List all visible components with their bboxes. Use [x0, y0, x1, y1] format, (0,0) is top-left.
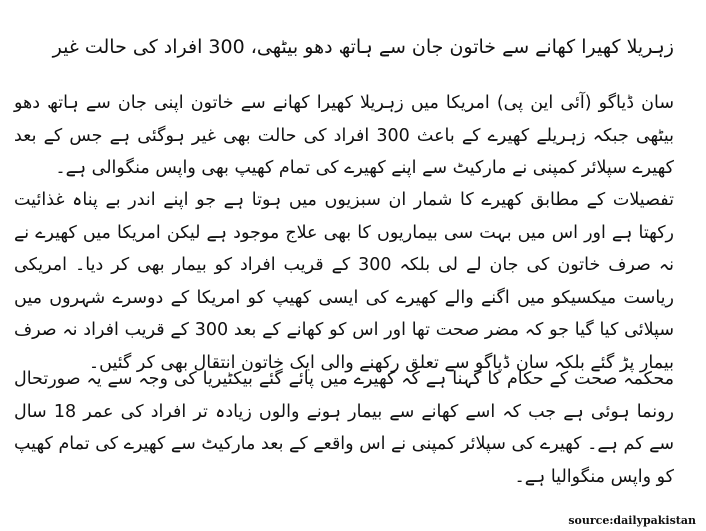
source-credit: source:dailypakistan: [568, 514, 696, 527]
article-paragraph-1: سان ڈیاگو (آئی این پی) امریکا میں زہریلا کھیرا کھانے سے خاتون اپنی جان سے ہاتھ دھو بیٹھی جبکہ زہریلے کھیرے کے باعث 300 افراد کی حالت بھی غیر ہوگئی ہے جس کے بعد کھیرے سپلائر کمپنی نے مارکیٹ سے اپنے کھیرے کی تمام کھیپ بھی واپس منگوالی ہے۔: [14, 93, 674, 178]
article-paragraph-2: تفصیلات کے مطابق کھیرے کا شمار ان سبزیوں میں ہوتا ہے جو اپنے اندر بے پناہ غذائیت رکھتا ہے اور اس میں بہت سی بیماریوں کا بھی علاج موجود ہے لیکن امریکا میں کھیرے نے نہ صرف خاتون کی جان لے لی بلکہ 300 کے قریب افراد کو بیمار بھی کر دیا۔ امریکی ریاست میکسیکو میں اگنے والے کھیرے کی ایسی کھیپ کو امریکا کے دوسرے شہروں میں سپلائی کیا گیا جو کہ مضر صحت تھا اور اس کو کھانے کے بعد 300 کے قریب افراد نہ صرف بیمار پڑ گئے بلکہ سان ڈیاگو سے تعلق رکھنے والی ایک خاتون انتقال بھی کر گئیں۔: [14, 190, 674, 373]
news-article: [10, 0, 696, 531]
article-headline: زہریلا کھیرا کھانے سے خاتون جان سے ہاتھ دھو بیٹھی، 300 افراد کی حالت غیر: [52, 36, 674, 58]
article-paragraph-3: محکمہ صحت کے حکام کا کہنا ہے کہ کھیرے میں پائے گئے بیکٹیریا کی وجہ سے یہ صورتحال رونما ہوئی ہے جب کہ اسے کھانے سے بیمار ہونے والوں زیادہ تر افراد کی عمر 18 سال سے کم ہے۔ کھیرے کی سپلائر کمپنی نے اس واقعے کے بعد مارکیٹ سے کھیرے کی تمام کھیپ کو واپس منگوالیا ہے۔: [14, 369, 674, 487]
